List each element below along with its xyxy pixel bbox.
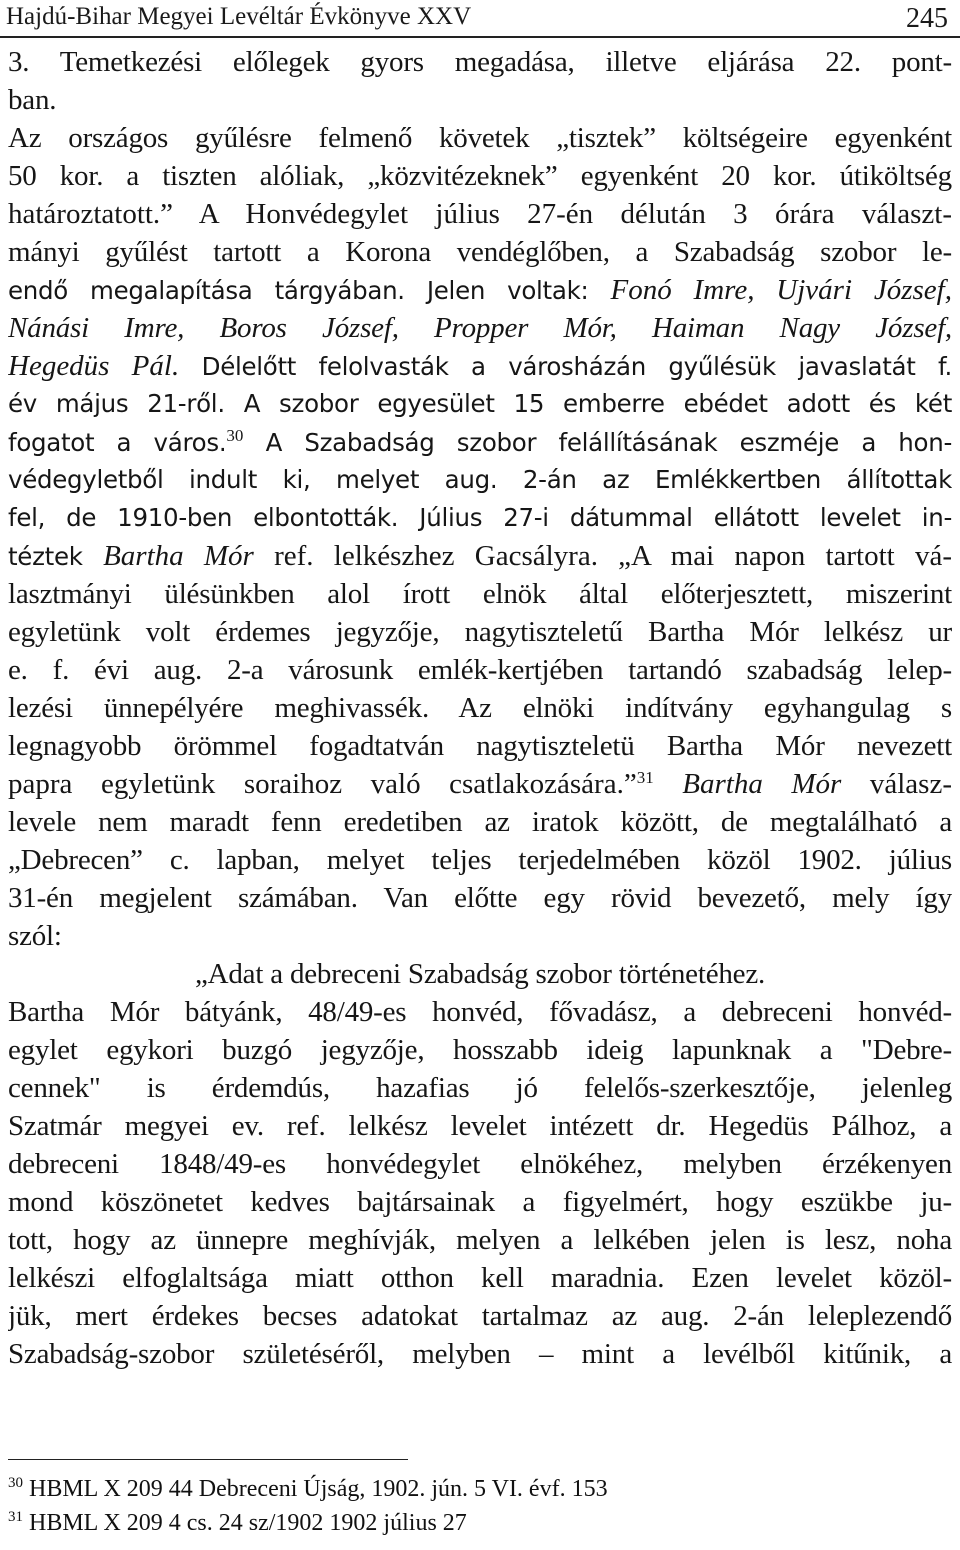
footnote-ref: 30 — [226, 426, 244, 445]
text-span-italic: Bartha Mór — [103, 540, 254, 572]
text-span-italic: Fonó Imre, Ujvári József, — [610, 274, 952, 306]
text-line: Szatmár megyei ev. ref. lelkész levelet intézett dr. Hegedüs Pálhoz, a — [8, 1110, 952, 1142]
text-line: lezési ünnepélyére meghivassék. Az elnöki indítvány egyhangulag s — [8, 692, 952, 724]
text-span: válasz- — [841, 768, 952, 800]
text-span: határoztatott.” — [8, 198, 174, 230]
text-span: fogatot a város. — [8, 428, 227, 457]
running-header-title: Hajdú-Bihar Megyei Levéltár Évkönyve XXV — [6, 3, 472, 30]
footnote-text: HBML X 209 44 Debreceni Újság, 1902. jún. 5 VI. évf. 153 — [29, 1476, 608, 1502]
text-span-italic: Hegedüs Pál. — [8, 350, 180, 382]
footnote — [8, 1508, 952, 1538]
text-line: levele nem maradt fenn eredetiben az iratok között, de megtalálható a — [8, 806, 952, 838]
footnote-number: 30 — [8, 1475, 23, 1491]
text-line: 31-én megjelent számában. Van előtte egy rövid bevezető, mely így — [8, 882, 952, 914]
text-line — [8, 272, 952, 310]
text-line: „Debrecen” c. lapban, melyet teljes terjedelmében közöl 1902. július — [8, 844, 952, 876]
footnote-number: 31 — [8, 1509, 23, 1525]
footnote-text: HBML X 209 4 cs. 24 sz/1902 1902 július 27 — [29, 1510, 467, 1536]
text-line: mányi gyűlést tartott a Korona vendéglőben, a Szabadság szobor le- — [8, 236, 952, 268]
text-line: debreceni 1848/49-es honvédegylet elnökéhez, melyben érzékenyen — [8, 1148, 952, 1180]
text-line: mond köszönetet kedves bajtársainak a figyelmért, hogy eszükbe ju- — [8, 1186, 952, 1218]
header-rule — [0, 36, 960, 38]
text-span: papra egyletünk soraihoz való csatlakozására.” — [8, 768, 637, 800]
text-span: ref. lelkészhez Gacsályra. „A mai napon tartott vá- — [253, 540, 952, 572]
text-line — [8, 424, 952, 462]
text-line — [8, 538, 952, 576]
text-line: Az országos gyűlésre felmenő követek „tisztek” költségeire egyenként — [8, 122, 952, 154]
text-span: Délelőtt felolvasták a városházán gyűlésük javaslatát f. — [179, 352, 952, 381]
text-line: 3. Temetkezési előlegek gyors megadása, illetve eljárása 22. pont- — [8, 46, 952, 78]
text-line: legnagyobb örömmel fogadtatván nagytiszteletü Bartha Mór nevezett — [8, 730, 952, 762]
page-number: 245 — [906, 3, 948, 34]
text-line: e. f. évi aug. 2-a városunk emlék-kertjében tartandó szabadság lelep- — [8, 654, 952, 686]
text-line: 50 kor. a tiszten alóliak, „közvitézeknek” egyenként 20 kor. útiköltség — [8, 160, 952, 192]
text-line-italic: Nánási Imre, Boros József, Propper Mór, Haiman Nagy József, — [8, 312, 952, 344]
text-line: szól: — [8, 920, 62, 952]
text-span: endő megalapítása tárgyában. Jelen voltak: — [8, 276, 611, 305]
text-span: téztek — [8, 542, 104, 571]
text-line — [8, 766, 952, 804]
text-line: év május 21-ről. A szobor egyesület 15 emberre ebédet adott és két — [8, 389, 952, 418]
text-line: lasztmányi ülésünkben alol írott elnök által előterjesztett, miszerint — [8, 578, 952, 610]
text-line: védegyletből indult ki, melyet aug. 2-án az Emlékkertben állítottak — [8, 465, 952, 494]
footnote-ref: 31 — [636, 768, 654, 787]
text-line: fel, de 1910-ben elbontották. Július 27-i dátummal ellátott levelet in- — [8, 503, 952, 532]
text-line: jük, mert érdekes becses adatokat tartalmaz az aug. 2-án leleplezendő — [8, 1300, 952, 1332]
text-line: ban. — [8, 84, 57, 116]
text-line: Bartha Mór bátyánk, 48/49-es honvéd, fővadász, a debreceni honvéd- — [8, 996, 952, 1028]
text-line: lelkészi elfoglaltsága miatt otthon kell maradnia. Ezen levelet közöl- — [8, 1262, 952, 1294]
text-line: Szabadság-szobor születéséről, melyben – mint a levélből kitűnik, a — [8, 1338, 952, 1370]
text-line: egyletünk volt érdemes jegyzője, nagytiszteletű Bartha Mór lelkész ur — [8, 616, 952, 648]
text-span-italic: Bartha Mór — [653, 768, 842, 800]
text-line — [8, 348, 952, 386]
footnote — [8, 1474, 952, 1504]
text-line: tott, hogy az ünnepre meghívják, melyen a lelkében jelen is lesz, noha — [8, 1224, 952, 1256]
quote-heading: „Adat a debreceni Szabadság szobor történetéhez. — [194, 958, 766, 990]
text-line — [8, 196, 952, 234]
text-line: egylet egykori buzgó jegyzője, hosszabb ideig lapunknak a "Debre- — [8, 1034, 952, 1066]
text-span: A Szabadság szobor felállításának eszméje a hon- — [243, 428, 952, 457]
footnote-rule — [8, 1459, 408, 1460]
text-span: A Honvédegylet július 27-én délután 3 órára választ- — [173, 198, 952, 230]
text-line: cennek" is érdemdús, hazafias jó felelős-szerkesztője, jelenleg — [8, 1072, 952, 1104]
